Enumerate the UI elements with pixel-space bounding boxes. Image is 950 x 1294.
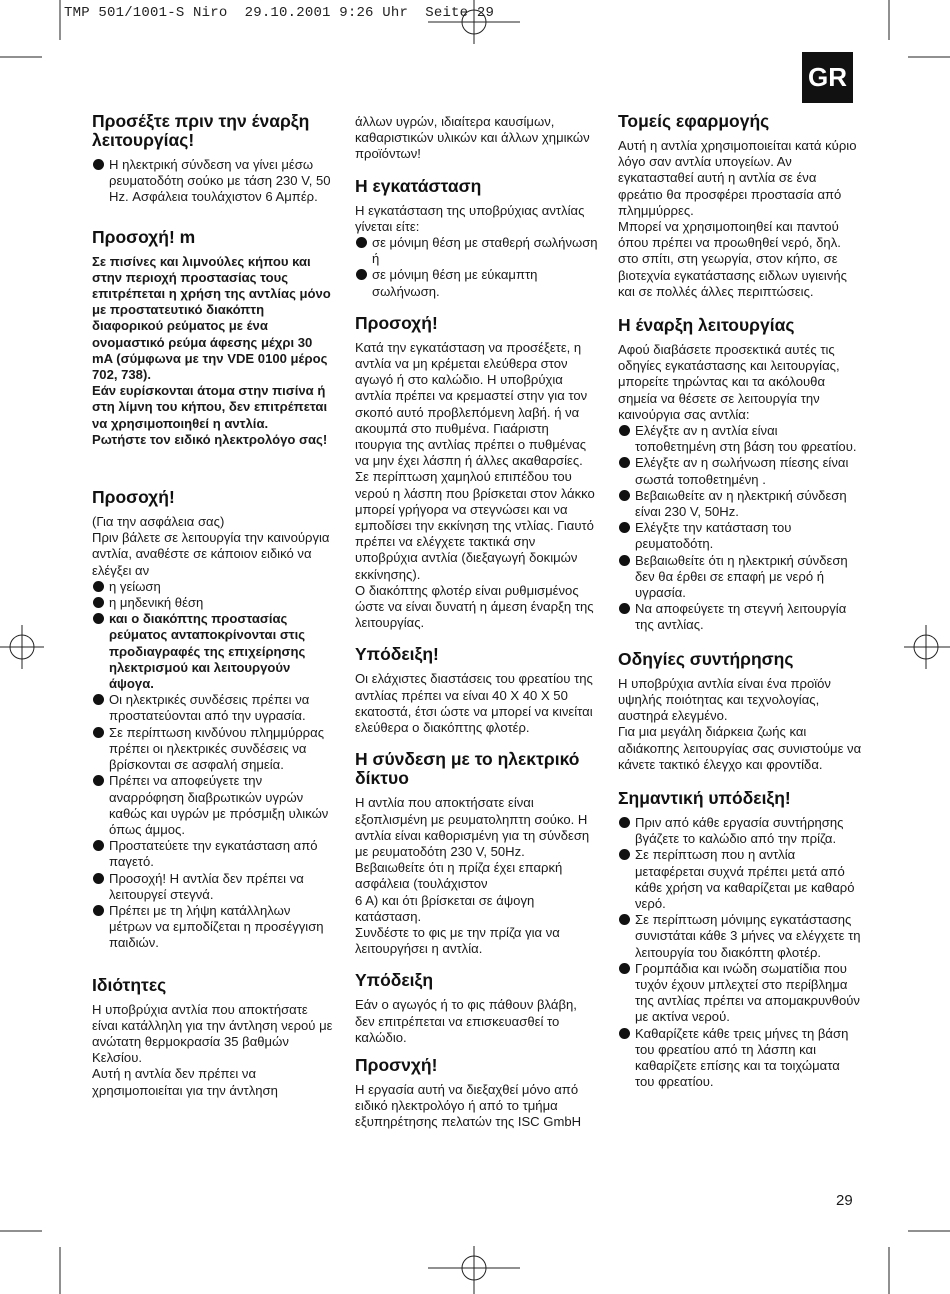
- warning-text: Εάν ευρίσκονται άτομα στην πισίνα ή στη λίμνη του κήπου, δεν επιτρέπεται να χρησιμοποιηθεί η αντλία.: [92, 383, 328, 431]
- list-item: Προσοχή! Η αντλία δεν πρέπει να λειτουργεί στεγνά.: [92, 871, 336, 903]
- paragraph: Η εγκατάσταση της υποβρύχιας αντλίας γίνεται είτε:: [355, 202, 585, 234]
- list-item: Πρέπει να αποφεύγετε την αναρρόφηση διαβρωτικών υγρών καθώς και υγρών με πρόσμιξη υλικών όπως άμμος.: [92, 773, 336, 838]
- print-header: TMP 501/1001-S Niro 29.10.2001 9:26 Uhr Seite 29: [64, 5, 495, 21]
- paragraph: Αυτή η αντλία δεν πρέπει να χρησιμοποιείται για την άντληση: [92, 1066, 278, 1098]
- list-item: Σε περίπτωση που η αντλία μεταφέρεται συχνά πρέπει μετά από κάθε χρήση να καθαρίζεται με καθαρό νερό.: [618, 847, 862, 912]
- list-item: σε μόνιμη θέση με εύκαμπτη σωλήνωση.: [355, 267, 599, 299]
- warning-text: Ρωτήστε τον ειδικό ηλεκτρολόγο σας!: [92, 431, 328, 447]
- section-heading: Προσοχή!: [92, 487, 175, 508]
- list-item: Πρέπει με τη λήψη κατάλληλων μέτρων να εμποδίζεται η προσέγγιση παιδιών.: [92, 903, 336, 952]
- list-item: Σε περίπτωση κινδύνου πλημμύρρας πρέπει οι ηλεκτρικές συνδέσεις να βρίσκονται σε ασφαλή σημεία.: [92, 725, 336, 774]
- section-heading: Σημαντική υπόδειξη!: [618, 787, 791, 808]
- paragraph: Η εργασία αυτή να διεξαχθεί μόνο από ειδικό ηλεκτρολόγο ή από το τμήμα εξυπηρέτησης πελατών της ISC GmbH: [355, 1081, 582, 1130]
- list-item: Σε περίπτωση μόνιμης εγκατάστασης συνιστάται κάθε 3 μήνες να ελέγχετε τη λειτουργία του διακόπτη φλοτέρ.: [618, 912, 862, 961]
- paragraph: Η υποβρύχια αντλία είναι ένα προϊόν υψηλής ποιότητας και τεχνολογίας, αυστηρά ελεγμένο.: [618, 675, 831, 724]
- section-heading: Ιδιότητες: [92, 974, 167, 995]
- list-item: Οι ηλεκτρικές συνδέσεις πρέπει να προστατεύονται από την υγρασία.: [92, 692, 336, 724]
- paragraph: Κατά την εγκατάσταση να προσέξετε, η αντλία να μη κρέμεται ελεύθερα στον αγωγό ή στο καλώδιο. Η υποβρύχια αντλία πρέπει να κρεμαστεί στην για τον σκοπό αυτό προβλεπόμενη λαβή. ή να ακουμπά στο πυθμένα. Γιαάριστη ιτουργια της αντλίας πρέπει ο πυθμένας να μην έχει λάσπη ή άλλες ακαθαρσίες. Σε περίπτωση χαμηλού επιπέδου του νερού η λάσπη που βρίσκεται στον λάκκο μπορεί γρήγορα να στεγνώσει και να εμποδίσει την εκκίνηση της ντλίας. Γιαυτό πρέπει να ελέγχετε τακτικά σην υποβρύχια αντλία (διεξαγωγή δοκιμών εκκίνησης).: [355, 339, 595, 582]
- list-item: Προστατεύετε την εγκατάσταση από παγετό.: [92, 838, 336, 870]
- bullet-list: [92, 579, 336, 952]
- registration-mark-left: [0, 625, 44, 669]
- registration-mark-top: [428, 0, 520, 44]
- section-heading: Η σύνδεση με το ηλεκτρικό δίκτυο: [355, 749, 580, 789]
- list-item: Βεβαιωθείτε αν η ηλεκτρική σύνδεση είναι 230 V, 50Hz.: [618, 488, 862, 520]
- section-heading: Τομείς εφαρμογής: [618, 111, 770, 131]
- registration-mark-right: [904, 625, 950, 669]
- list-item: Ελέγξτε την κατάσταση του ρευματοδότη.: [618, 520, 862, 552]
- paragraph: Μπορεί να χρησιμοποιηθεί και παντού όπου πρέπει να προωθηθεί νερό, δηλ. στο σπίτι, στη γεωργία, στον κήπο, σε βιοτεχνία εγκατάστασης ειδλων υγιεινής και σε πολλές άλλες περιπτώσεις.: [618, 219, 847, 299]
- section-heading: Υπόδειξη!: [355, 644, 439, 665]
- section-heading: Η έναρξη λειτουργίας: [618, 315, 795, 336]
- paragraph: Αφού διαβάσετε προσεκτικά αυτές τις οδηγίες εγκατάστασης και λειτουργίας, μπορείτε τηρώντας και τα ακόλουθα σημεία να θέσετε σε λειτουργία την καινούργια σας αντλία:: [618, 342, 840, 422]
- list-item: η μηδενική θέση: [92, 595, 336, 611]
- paragraph: (Για την ασφάλεια σας): [92, 514, 225, 530]
- paragraph: Βεβαιωθείτε ότι η πρίζα έχει επαρκή ασφάλεια (τουλάχιστον: [355, 860, 563, 892]
- paragraph: άλλων υγρών, ιδιαίτερα καυσίμων, καθαριστικών υλικών και άλλων χημικών προϊόντων!: [355, 114, 590, 162]
- list-item: Πριν από κάθε εργασία συντήρησης βγάζετε το καλώδιο από την πρίζα.: [618, 815, 862, 847]
- section-heading: Προσοχή!: [355, 312, 438, 333]
- bullet-list: [92, 157, 336, 206]
- column-2: [355, 114, 599, 1131]
- column-3: [618, 112, 862, 1090]
- paragraph: Συνδέστε το φις με την πρίζα για να λειτουργήσει η αντλία.: [355, 924, 560, 957]
- section-heading: Οδηγίες συντήρησης: [618, 648, 794, 669]
- section-heading: Προσέξτε πριν την έναρξη λειτουργίας!: [92, 111, 310, 150]
- bullet-list: [618, 815, 862, 1090]
- list-item: Καθαρίζετε κάθε τρεις μήνες τη βάση του φρεατίου από τη λάσπη και καθαρίζετε επίσης και τα τοιχώματα του φρεατίου.: [618, 1026, 862, 1091]
- bullet-list: [355, 235, 599, 300]
- list-item: σε μόνιμη θέση με σταθερή σωλήνωση ή: [355, 235, 599, 267]
- list-item: Να αποφεύγετε τη στεγνή λειτουργία της αντλίας.: [618, 601, 862, 633]
- bullet-list: [618, 423, 862, 634]
- paragraph: Ο διακόπτης φλοτέρ είναι ρυθμισμένος ώστε να είναι δυνατή η άμεση έναρξη της λειτουργίας.: [355, 582, 594, 631]
- column-1: [92, 112, 336, 1099]
- paragraph: Για μια μεγάλη διάρκεια ζωής και αδιάκοπης λειτουργίας σας συνιστούμε να κάνετε τακτικό έλεγχο και φροντίδα.: [618, 724, 862, 772]
- paragraph: Εάν ο αγωγός ή το φις πάθουν βλάβη, δεν επιτρέπεται να επισκευασθεί το καλώδιο.: [355, 997, 577, 1045]
- language-badge: GR: [802, 52, 853, 103]
- section-heading: Υπόδειξη: [355, 970, 434, 991]
- section-heading: Προσοχή! m: [92, 226, 196, 247]
- paragraph: Η υποβρύχια αντλία που αποκτήσατε είναι κατάλληλη για την άντληση νερού με ανώτατη θερμοκρασία 35 βαθμών Κελσίου.: [92, 1001, 333, 1066]
- paragraph: Πριν βάλετε σε λειτουργία την καινούργια αντλία, αναθέστε σε κάποιον ειδικό να ελέγξει αν: [92, 530, 330, 578]
- paragraph: 6 Α) και ότι βρίσκεται σε άψογη κατάσταση.: [355, 892, 535, 924]
- list-item: Ελέγξτε αν η αντλία είναι τοποθετημένη στη βάση του φρεατίου.: [618, 423, 862, 455]
- section-heading: Προσνχή!: [355, 1054, 438, 1075]
- page-number: 29: [836, 1192, 853, 1209]
- paragraph: Οι ελάχιστες διαστάσεις του φρεατίου της αντλίας πρέπει να είναι 40 Χ 40 Χ 50 εκατοστά, έτσι ώστε να μπορεί να κινείται ελεύθερα ο διακόπτης φλοτέρ.: [355, 671, 593, 736]
- paragraph: Η αντλία που αποκτήσατε είναι εξοπλισμένη με ρευματοληπτη σούκο. Η αντλία είναι καθορισμένη για τη σύνδεση με ρευματοδότη 230 V, 50Hz.: [355, 795, 590, 859]
- list-item: Γρομπάδια και ινώδη σωματίδια που τυχόν έχουν μπλεχτεί στο περίβλημα της αντλίας πρέπει να απομακρυνθούν με ακτίνα νερού.: [618, 961, 862, 1026]
- list-item: η γείωση: [92, 579, 336, 595]
- registration-mark-bottom: [428, 1246, 520, 1294]
- warning-text: Σε πισίνες και λιμνούλες κήπου και στην περιοχή προστασίας τους επιτρέπεται η χρήση της αντλίας μόνο με προστατευτικό διακόπτη διαφορικού ρεύματος με ένα ονομαστικό ρεύμα άφεσης μέχρι 30 mA (σύμφωνα με την VDE 0100 μέρος 702, 738).: [92, 253, 331, 383]
- list-item: Η ηλεκτρική σύνδεση να γίνει μέσω ρευματοδότη σούκο με τάση 230 V, 50 Hz. Ασφάλεια τουλάχιστον 6 Αμπέρ.: [92, 157, 336, 206]
- paragraph: Αυτή η αντλία χρησιμοποιείται κατά κύριο λόγο σαν αντλία υπογείων. Αν εγκατασταθεί αυτή η αντλία σε ένα φρεάτιο θα προσφέρει προστασία από πλημμύρρες.: [618, 138, 857, 218]
- list-item: και ο διακόπτης προστασίας ρεύματος ανταποκρίνονται στις προδιαγραφές της επιχείρησης ηλεκτρισμού και λειτουργούν άψογα.: [92, 611, 336, 692]
- list-item: Βεβαιωθείτε ότι η ηλεκτρική σύνδεση δεν θα έρθει σε επαφή με νερό ή υγρασία.: [618, 553, 862, 602]
- section-heading: Η εγκατάσταση: [355, 175, 482, 196]
- list-item: Ελέγξτε αν η σωλήνωση πίεσης είναι σωστά τοποθετημένη .: [618, 455, 862, 487]
